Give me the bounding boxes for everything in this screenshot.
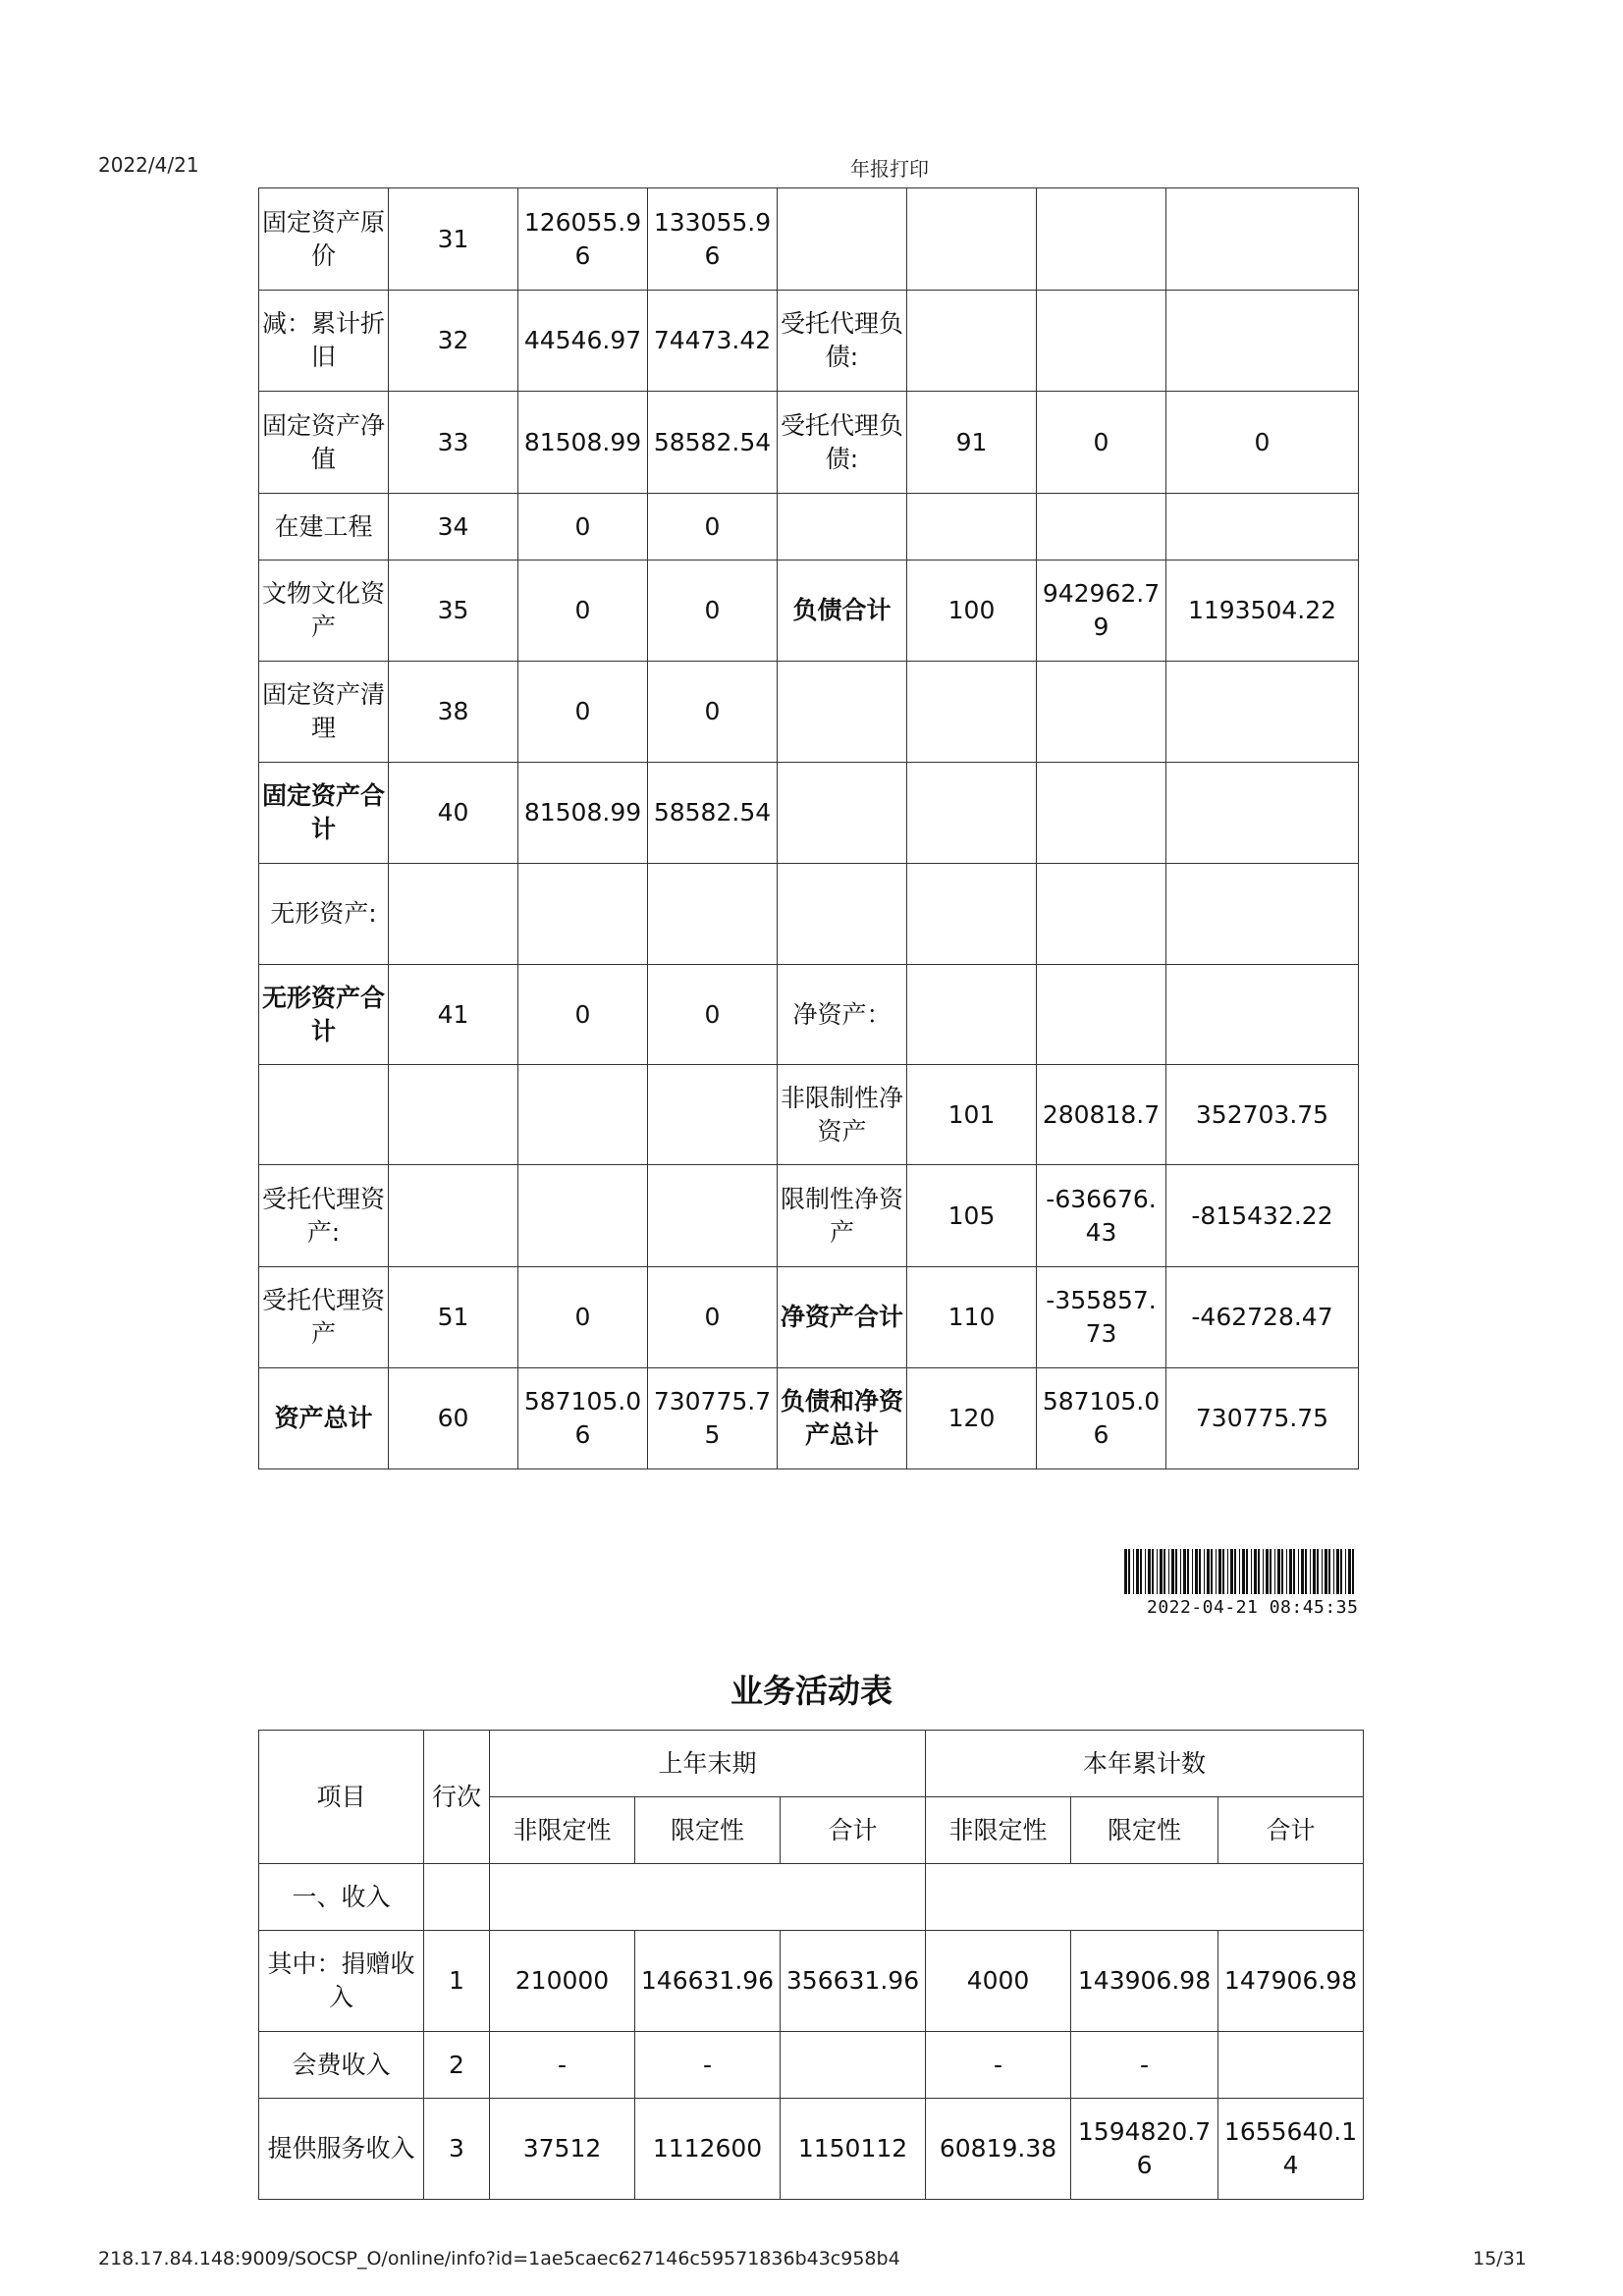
- table-cell: [518, 864, 648, 965]
- table-cell: 固定资产合计: [259, 763, 389, 864]
- table-cell: 120: [907, 1368, 1037, 1469]
- barcode-bar: [1227, 1549, 1228, 1594]
- table-cell: -: [1071, 2032, 1218, 2099]
- table-cell: 受托代理负债:: [778, 392, 907, 494]
- table-cell: 1655640.14: [1218, 2099, 1364, 2200]
- table-cell: 文物文化资产: [259, 561, 389, 662]
- barcode-bar: [1207, 1549, 1210, 1594]
- table-cell: 无形资产:: [259, 864, 389, 965]
- barcode-bar: [1281, 1549, 1283, 1594]
- barcode-bar: [1136, 1549, 1139, 1594]
- table-cell: 31: [389, 188, 518, 291]
- barcode-bar: [1187, 1549, 1189, 1594]
- table-cell: 负债和净资产总计: [778, 1368, 907, 1469]
- balance-sheet-table: [258, 187, 1359, 1469]
- table-cell: [1037, 965, 1166, 1065]
- table-cell: 35: [389, 561, 518, 662]
- table-cell: [389, 1065, 518, 1165]
- table-cell: 0: [648, 1267, 778, 1368]
- table-cell: -462728.47: [1166, 1267, 1359, 1368]
- table-cell: [648, 864, 778, 965]
- table-cell: 固定资产净值: [259, 392, 389, 494]
- table-cell: [778, 763, 907, 864]
- header-prev-total: 合计: [781, 1797, 926, 1864]
- barcode-bar: [1140, 1549, 1142, 1594]
- barcode-bar: [1254, 1549, 1257, 1594]
- header-line: 行次: [424, 1731, 490, 1864]
- table-cell: 942962.79: [1037, 561, 1166, 662]
- barcode-bar: [1348, 1549, 1351, 1594]
- table-cell: 58582.54: [648, 392, 778, 494]
- table-cell: 32: [389, 291, 518, 392]
- table-cell: [907, 291, 1037, 392]
- barcode-bar: [1313, 1549, 1316, 1594]
- table-cell: 100: [907, 561, 1037, 662]
- barcode-bar: [1310, 1549, 1311, 1594]
- table-cell: [1166, 763, 1359, 864]
- table-cell: 在建工程: [259, 494, 389, 561]
- table-cell: 34: [389, 494, 518, 561]
- table-cell: 4000: [926, 1931, 1071, 2032]
- table-cell: 91: [907, 392, 1037, 494]
- barcode-bar: [1301, 1549, 1304, 1594]
- table-cell: 730775.75: [1166, 1368, 1359, 1469]
- barcode-bar: [1148, 1549, 1151, 1594]
- barcode-bar: [1317, 1549, 1319, 1594]
- table-cell: 1594820.76: [1071, 2099, 1218, 2200]
- barcode-bar: [1175, 1549, 1177, 1594]
- table-cell: 3: [424, 2099, 490, 2200]
- barcode-bar: [1128, 1549, 1130, 1594]
- table-cell: 净资产合计: [778, 1267, 907, 1368]
- table-cell: [1166, 965, 1359, 1065]
- barcode-bar: [1242, 1549, 1245, 1594]
- table-cell: [518, 1065, 648, 1165]
- table-cell: [1037, 494, 1166, 561]
- table-cell: 一、收入: [259, 1864, 424, 1931]
- table-cell: 0: [648, 965, 778, 1065]
- barcode-bar: [1211, 1549, 1213, 1594]
- table-cell: -815432.22: [1166, 1165, 1359, 1267]
- barcode-timestamp: 2022-04-21 08:45:35: [1147, 1597, 1359, 1618]
- table-cell: [907, 763, 1037, 864]
- table-cell: 受托代理负债:: [778, 291, 907, 392]
- table-cell: 51: [389, 1267, 518, 1368]
- table-cell: 1: [424, 1931, 490, 2032]
- barcode-bar: [1298, 1549, 1299, 1594]
- table-row: [259, 494, 1359, 561]
- table-cell: 81508.99: [518, 392, 648, 494]
- table-row: [259, 1065, 1359, 1165]
- table-cell: -: [490, 2032, 635, 2099]
- barcode-bar: [1293, 1549, 1295, 1594]
- table-cell: 730775.75: [648, 1368, 778, 1469]
- table-cell: [648, 1065, 778, 1165]
- table-cell: 0: [518, 965, 648, 1065]
- table-cell: 587105.06: [1037, 1368, 1166, 1469]
- table-cell: 减：累计折旧: [259, 291, 389, 392]
- header-prev-restricted: 限定性: [635, 1797, 781, 1864]
- table-row: [259, 1267, 1359, 1368]
- table-cell: 40: [389, 763, 518, 864]
- table-row: [259, 1368, 1359, 1469]
- table-cell: 负债合计: [778, 561, 907, 662]
- barcode-bar: [1336, 1549, 1339, 1594]
- table-cell: 146631.96: [635, 1931, 781, 2032]
- table-cell: [389, 1165, 518, 1267]
- table-cell: 无形资产合计: [259, 965, 389, 1065]
- table-row: [259, 1864, 1364, 1931]
- table-cell: -636676.43: [1037, 1165, 1166, 1267]
- barcode-bar: [1204, 1549, 1205, 1594]
- table-cell: 非限制性净资产: [778, 1065, 907, 1165]
- table-cell: [1037, 291, 1166, 392]
- table-cell: [778, 188, 907, 291]
- table-row: [259, 864, 1359, 965]
- table-cell: 81508.99: [518, 763, 648, 864]
- table-cell: 0: [648, 494, 778, 561]
- table-cell: 0: [518, 662, 648, 763]
- table-cell: 固定资产清理: [259, 662, 389, 763]
- table-cell: [907, 864, 1037, 965]
- table-cell: 1150112: [781, 2099, 926, 2200]
- barcode-bar: [1340, 1549, 1342, 1594]
- table-cell: 0: [518, 561, 648, 662]
- table-cell: 0: [1037, 392, 1166, 494]
- table-cell: 74473.42: [648, 291, 778, 392]
- table-cell: 固定资产原价: [259, 188, 389, 291]
- table-row: [259, 1165, 1359, 1267]
- table-cell: 净资产：: [778, 965, 907, 1065]
- barcode-bar: [1152, 1549, 1154, 1594]
- barcode-bar: [1239, 1549, 1240, 1594]
- barcode: [1124, 1549, 1357, 1594]
- barcode-bar: [1352, 1549, 1354, 1594]
- table-cell: [1037, 662, 1166, 763]
- table-cell: [1037, 763, 1166, 864]
- header-curr-restricted: 限定性: [1071, 1797, 1218, 1864]
- barcode-bar: [1305, 1549, 1307, 1594]
- table-cell: 147906.98: [1218, 1931, 1364, 2032]
- table-row: [259, 662, 1359, 763]
- barcode-bar: [1286, 1549, 1287, 1594]
- table-cell: [778, 494, 907, 561]
- barcode-bar: [1274, 1549, 1275, 1594]
- table-cell: 60819.38: [926, 2099, 1071, 2200]
- barcode-bar: [1218, 1549, 1221, 1594]
- table-cell: [518, 1165, 648, 1267]
- table-cell: [1166, 662, 1359, 763]
- table-cell: [907, 494, 1037, 561]
- table-cell: 587105.06: [518, 1368, 648, 1469]
- page-number: 15/31: [1473, 2248, 1527, 2269]
- table-cell: [1166, 188, 1359, 291]
- barcode-bar: [1325, 1549, 1327, 1594]
- table-cell: [1166, 291, 1359, 392]
- barcode-bar: [1222, 1549, 1224, 1594]
- table-cell: [778, 662, 907, 763]
- table-cell: [1218, 2032, 1364, 2099]
- table-cell: 会费收入: [259, 2032, 424, 2099]
- table-cell: 1193504.22: [1166, 561, 1359, 662]
- barcode-bar: [1168, 1549, 1169, 1594]
- barcode-bar: [1180, 1549, 1181, 1594]
- table-cell: 60: [389, 1368, 518, 1469]
- table-cell: [778, 864, 907, 965]
- table-cell: 1112600: [635, 2099, 781, 2200]
- table-cell: 280818.7: [1037, 1065, 1166, 1165]
- barcode-bar: [1258, 1549, 1260, 1594]
- table-cell: 提供服务收入: [259, 2099, 424, 2200]
- table-cell: 356631.96: [781, 1931, 926, 2032]
- table-cell: [1166, 494, 1359, 561]
- table-cell: [1037, 188, 1166, 291]
- table-cell: 0: [1166, 392, 1359, 494]
- table-row: [259, 2032, 1364, 2099]
- barcode-bar: [1199, 1549, 1201, 1594]
- table-cell: [1166, 864, 1359, 965]
- table-cell: 其中：捐赠收入: [259, 1931, 424, 2032]
- table-cell: 33: [389, 392, 518, 494]
- barcode-bar: [1345, 1549, 1346, 1594]
- table-cell: [926, 1864, 1364, 1931]
- barcode-bar: [1277, 1549, 1280, 1594]
- table-cell: [1037, 864, 1166, 965]
- table-cell: 352703.75: [1166, 1065, 1359, 1165]
- table-row: [259, 291, 1359, 392]
- table-cell: 受托代理资产: [259, 1267, 389, 1368]
- barcode-bar: [1230, 1549, 1233, 1594]
- barcode-bar: [1133, 1549, 1134, 1594]
- print-date: 2022/4/21: [98, 153, 199, 177]
- table-cell: [490, 1864, 926, 1931]
- table-cell: 105: [907, 1165, 1037, 1267]
- barcode-bar: [1234, 1549, 1236, 1594]
- business-activity-table: [258, 1730, 1364, 2200]
- table-cell: 210000: [490, 1931, 635, 2032]
- table-row: [259, 763, 1359, 864]
- header-prev-period: 上年末期: [490, 1731, 926, 1797]
- table-cell: 110: [907, 1267, 1037, 1368]
- table-cell: 133055.96: [648, 188, 778, 291]
- header-item: 项目: [259, 1731, 424, 1864]
- table-cell: -: [926, 2032, 1071, 2099]
- barcode-bar: [1322, 1549, 1323, 1594]
- header-curr-unrestricted: 非限定性: [926, 1797, 1071, 1864]
- table-cell: -355857.73: [1037, 1267, 1166, 1368]
- barcode-bar: [1216, 1549, 1217, 1594]
- table-row: [259, 188, 1359, 291]
- table-cell: 143906.98: [1071, 1931, 1218, 2032]
- table-cell: 0: [518, 1267, 648, 1368]
- table-cell: [907, 188, 1037, 291]
- table-cell: 58582.54: [648, 763, 778, 864]
- table-cell: 41: [389, 965, 518, 1065]
- table-cell: 126055.96: [518, 188, 648, 291]
- barcode-bar: [1328, 1549, 1330, 1594]
- footer-url: 218.17.84.148:9009/SOCSP_O/online/info?id=1ae5caec627146c59571836b43c958b4: [98, 2248, 900, 2269]
- barcode-bar: [1145, 1549, 1146, 1594]
- table-cell: 0: [648, 662, 778, 763]
- barcode-bar: [1171, 1549, 1174, 1594]
- barcode-bar: [1160, 1549, 1163, 1594]
- barcode-bar: [1192, 1549, 1193, 1594]
- table-cell: 受托代理资产:: [259, 1165, 389, 1267]
- table-cell: [781, 2032, 926, 2099]
- barcode-bar: [1263, 1549, 1264, 1594]
- table-cell: [907, 965, 1037, 1065]
- barcode-bar: [1195, 1549, 1198, 1594]
- table-cell: 0: [648, 561, 778, 662]
- header-curr-total: 合计: [1218, 1797, 1364, 1864]
- table-cell: 44546.97: [518, 291, 648, 392]
- table-cell: [907, 662, 1037, 763]
- table-cell: 限制性净资产: [778, 1165, 907, 1267]
- table-cell: 38: [389, 662, 518, 763]
- table-cell: [648, 1165, 778, 1267]
- table-row: [259, 1931, 1364, 2032]
- table-row: [259, 392, 1359, 494]
- barcode-bar: [1270, 1549, 1271, 1594]
- table-cell: 资产总计: [259, 1368, 389, 1469]
- table-cell: -: [635, 2032, 781, 2099]
- barcode-bar: [1251, 1549, 1252, 1594]
- business-activity-title: 业务活动表: [730, 1672, 893, 1710]
- barcode-bar: [1183, 1549, 1186, 1594]
- barcode-bar: [1246, 1549, 1248, 1594]
- header-prev-unrestricted: 非限定性: [490, 1797, 635, 1864]
- table-cell: [389, 864, 518, 965]
- barcode-bar: [1157, 1549, 1158, 1594]
- barcode-bar: [1124, 1549, 1127, 1594]
- barcode-bar: [1289, 1549, 1292, 1594]
- table-cell: 101: [907, 1065, 1037, 1165]
- table-cell: 0: [518, 494, 648, 561]
- barcode-bar: [1163, 1549, 1165, 1594]
- table-cell: 37512: [490, 2099, 635, 2200]
- page-header-title: 年报打印: [850, 157, 929, 181]
- table-cell: [259, 1065, 389, 1165]
- barcode-bar: [1266, 1549, 1269, 1594]
- table-row: [259, 561, 1359, 662]
- barcode-bar: [1333, 1549, 1334, 1594]
- table-row: [259, 965, 1359, 1065]
- table-cell: 2: [424, 2032, 490, 2099]
- table-cell: [424, 1864, 490, 1931]
- header-curr-period: 本年累计数: [926, 1731, 1364, 1797]
- table-row: [259, 2099, 1364, 2200]
